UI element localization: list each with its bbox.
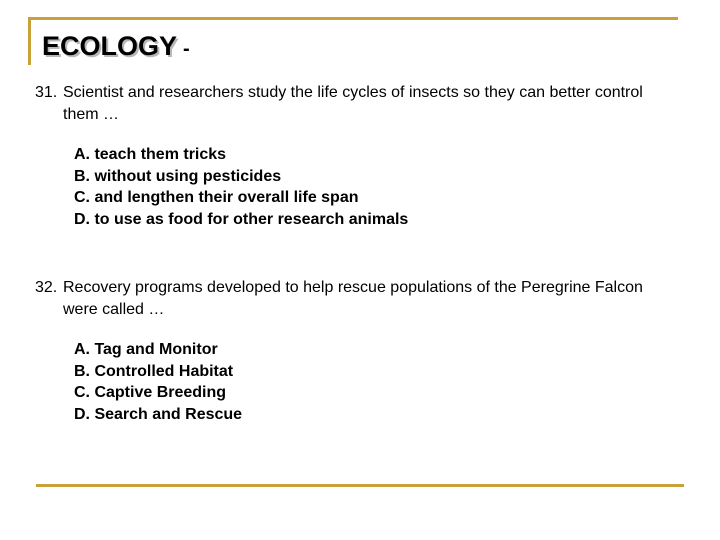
answer-option-c: C. and lengthen their overall life span [74, 189, 359, 206]
question-31 [35, 82, 675, 230]
answer-option-b: B. Controlled Habitat [74, 362, 234, 380]
frame-top-rule [28, 17, 678, 20]
question-stem [35, 277, 675, 321]
answer-option-d: D. Search and Rescue [74, 405, 243, 423]
answer-options [74, 144, 675, 230]
answer-option-d: D. to use as food for other research animals [74, 210, 409, 228]
answer-option-a: A. teach them tricks [74, 146, 227, 163]
slide-title-text: ECOLOGY [42, 31, 178, 61]
answer-options [74, 339, 675, 425]
question-32 [35, 277, 675, 425]
frame-left-rule [28, 17, 31, 65]
answer-option-c: C. Captive Breeding [74, 384, 227, 401]
slide-title-suffix: - [183, 38, 190, 60]
answer-option-b: B. without using pesticides [74, 167, 282, 185]
question-stem [35, 82, 675, 126]
question-text: Recovery programs developed to help rescue populations of the Peregrine Falcon were called … [63, 279, 643, 318]
answer-option-a: A. Tag and Monitor [74, 341, 218, 358]
frame-bottom-rule [36, 484, 684, 487]
slide-title [42, 28, 190, 67]
question-number: 32. [35, 279, 58, 296]
question-number: 31. [35, 84, 58, 101]
question-text: Scientist and researchers study the life cycles of insects so they can better control them … [63, 84, 643, 123]
